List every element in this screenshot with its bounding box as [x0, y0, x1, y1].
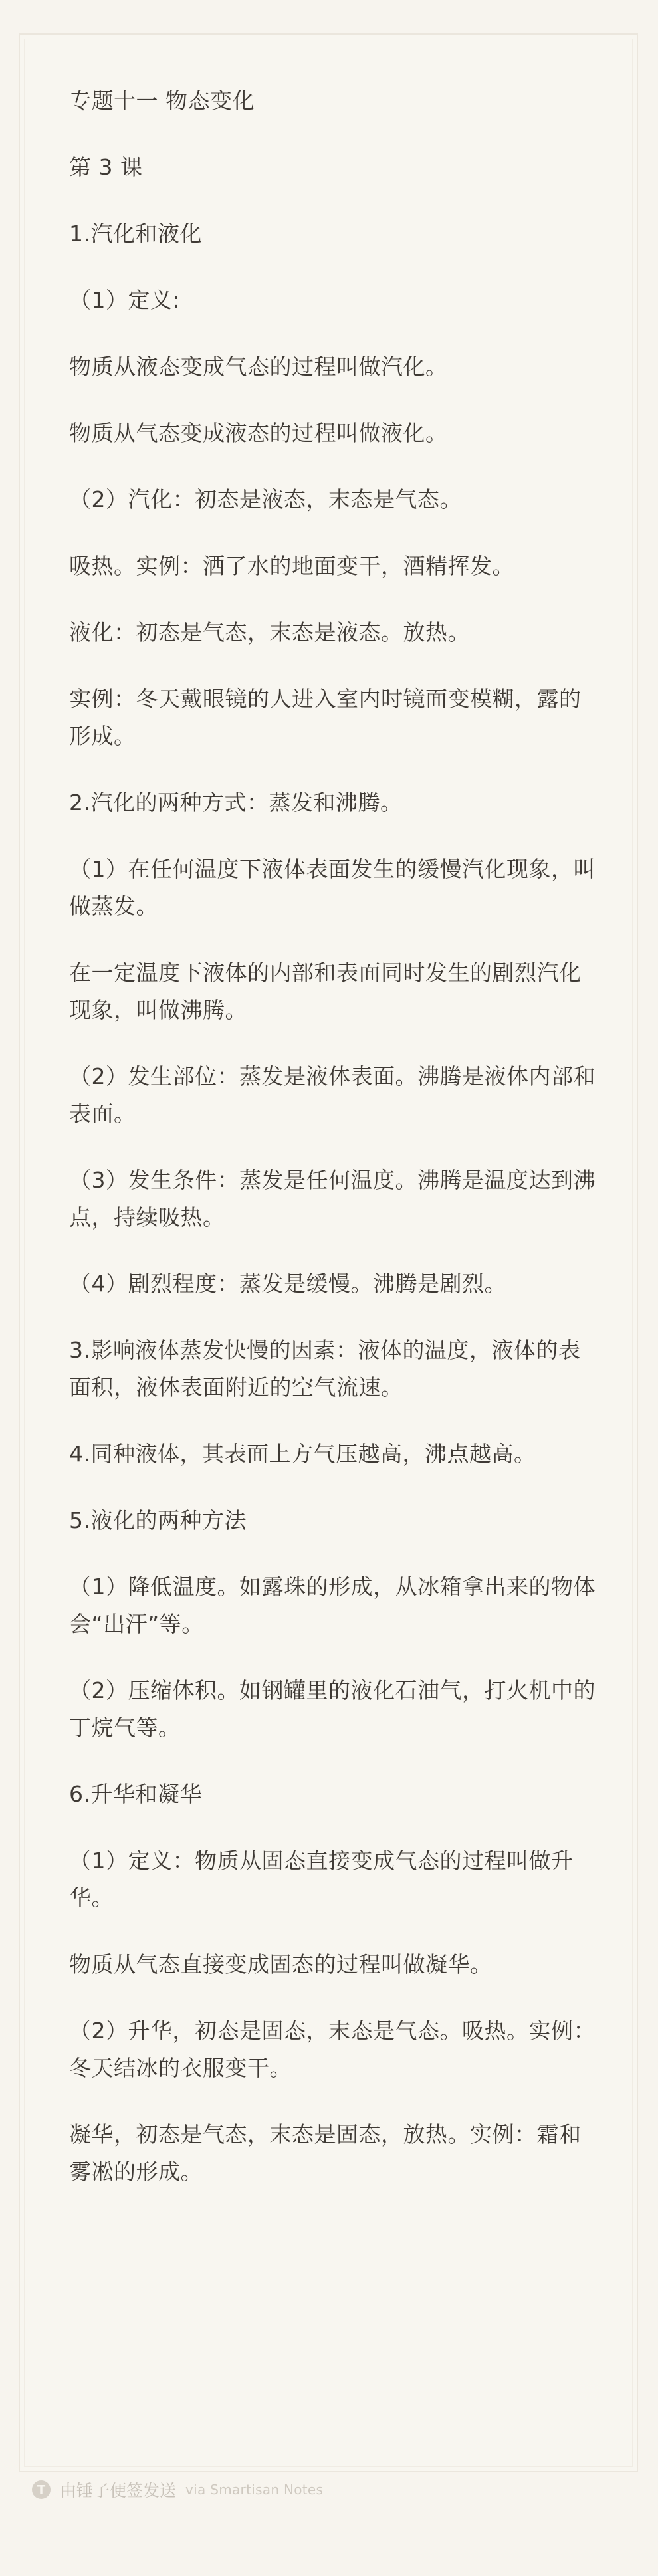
note-line: 2.汽化的两种方式：蒸发和沸腾。: [69, 790, 403, 815]
note-line: （1）在任何温度下液体表面发生的缓慢汽化现象，叫做蒸发。: [69, 856, 596, 919]
smartisan-t-icon: T: [32, 2480, 51, 2499]
note-line: （1）定义:: [69, 287, 181, 313]
note-line: （2）发生部位：蒸发是液体表面。沸腾是液体内部和表面。: [69, 1063, 596, 1127]
note-line: 凝华，初态是气态，末态是固态，放热。实例：霜和雾凇的形成。: [69, 2121, 582, 2185]
note-line: 在一定温度下液体的内部和表面同时发生的剧烈汽化现象，叫做沸腾。: [69, 960, 582, 1023]
note-line: 液化：初态是气态，末态是液态。放热。: [69, 619, 470, 645]
note-line: 物质从液态变成气态的过程叫做汽化。: [69, 354, 448, 379]
note-line: 第 3 课: [69, 154, 143, 180]
note-line: 4.同种液体，其表面上方气压越高，沸点越高。: [69, 1441, 536, 1467]
note-content: [69, 82, 601, 2220]
note-line: （1）定义：物质从固态直接变成气态的过程叫做升华。: [69, 1848, 574, 1911]
note-line: 物质从气态变成液态的过程叫做液化。: [69, 420, 448, 446]
note-line: （1）降低温度。如露珠的形成，从冰箱拿出来的物体会“出汗”等。: [69, 1574, 596, 1637]
note-line: （3）发生条件：蒸发是任何温度。沸腾是温度达到沸点，持续吸热。: [69, 1167, 596, 1230]
note-line: （4）剧烈程度：蒸发是缓慢。沸腾是剧烈。: [69, 1271, 506, 1297]
note-line: 3.影响液体蒸发快慢的因素：液体的温度，液体的表面积，液体表面附近的空气流速。: [69, 1337, 581, 1400]
note-line: 1.汽化和液化: [69, 221, 202, 247]
note-line: 专题十一 物态变化: [69, 88, 255, 114]
footer-label-en: via Smartisan Notes: [185, 2482, 324, 2498]
note-card: [19, 33, 638, 2472]
note-line: （2）升华，初态是固态，末态是气态。吸热。实例：冬天结冰的衣服变干。: [69, 2018, 596, 2081]
note-line: 物质从气态直接变成固态的过程叫做凝华。: [69, 1951, 493, 1977]
note-line: 实例：冬天戴眼镜的人进入室内时镜面变模糊，露的形成。: [69, 686, 582, 749]
footer: [32, 2476, 323, 2503]
note-line: 6.升华和凝华: [69, 1781, 202, 1807]
footer-label-cn: 由锤子便签发送: [60, 2481, 177, 2500]
note-line: （2）压缩体积。如钢罐里的液化石油气，打火机中的丁烷气等。: [69, 1677, 596, 1741]
note-line: 5.液化的两种方法: [69, 1507, 247, 1533]
note-line: （2）汽化：初态是液态，末态是气态。: [69, 486, 462, 512]
note-line: 吸热。实例：洒了水的地面变干，酒精挥发。: [69, 553, 514, 579]
